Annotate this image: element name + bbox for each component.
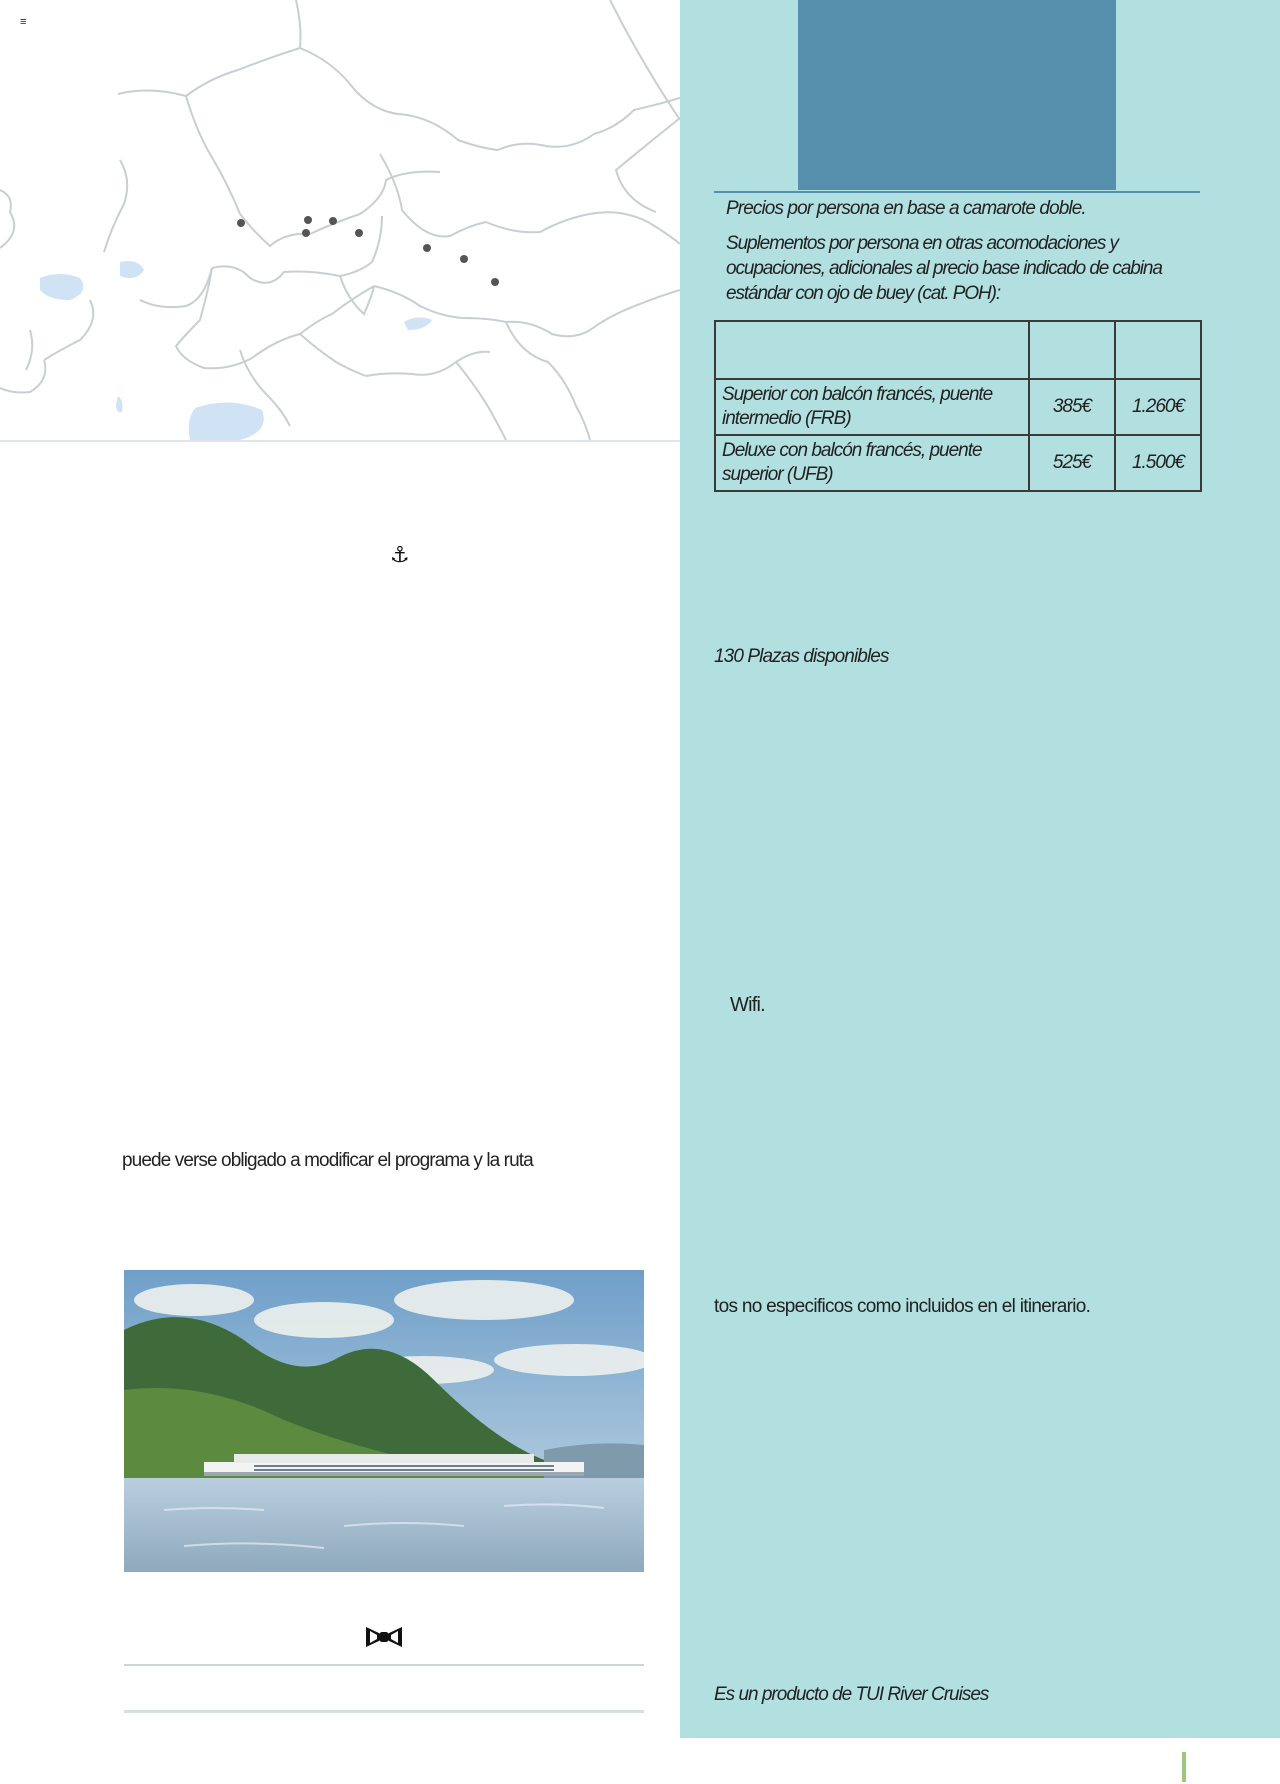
price-basis-note: Precios por persona en base a camarote doble. (726, 198, 1086, 219)
table-header-cell (1029, 321, 1115, 379)
cabin-name: Superior con balcón francés, puente intermedio (FRB) (715, 379, 1029, 435)
table-row (715, 435, 1201, 491)
table-header-cell (715, 321, 1029, 379)
header-rule (714, 191, 1200, 193)
port-dot (423, 244, 431, 252)
port-dot (237, 219, 245, 227)
port-dot (355, 229, 363, 237)
country-borders (0, 0, 680, 440)
port-dot (460, 255, 468, 263)
map-svg (0, 0, 680, 440)
table-row (715, 379, 1201, 435)
divider (124, 1664, 644, 1666)
table-header-cell (1115, 321, 1201, 379)
price-cell: 385€ (1029, 379, 1115, 435)
cabin-name: Deluxe con balcón francés, puente superior (UFB) (715, 435, 1029, 491)
port-dot (302, 229, 310, 237)
price-cell: 1.260€ (1115, 379, 1201, 435)
ship-photo-image (124, 1270, 644, 1572)
supplement-note: Suplementos por persona en otras acomodaciones y ocupaciones, adicionales al precio base indicado de cabina estándar con ojo de buey (cat. POH): (726, 233, 1162, 304)
available-places: 130 Plazas disponibles (714, 646, 889, 667)
ship-photo (124, 1270, 644, 1572)
supplement-table (714, 320, 1202, 492)
header-block (798, 0, 1116, 190)
anchor-icon: ⚓ (390, 542, 410, 567)
bowtie-icon (364, 1624, 404, 1650)
table-header-row (715, 321, 1201, 379)
port-dot (491, 278, 499, 286)
included-note: tos no especificos como incluidos en el itinerario. (714, 1296, 1091, 1317)
info-panel (680, 0, 1280, 1738)
product-credit: Es un producto de TUI River Cruises (714, 1684, 989, 1705)
wifi-feature: Wifi. (730, 994, 765, 1016)
port-dot (304, 216, 312, 224)
route-map (0, 0, 680, 442)
page-marker (1182, 1752, 1186, 1782)
divider (124, 1710, 644, 1713)
price-cell: 525€ (1029, 435, 1115, 491)
menu-icon[interactable]: ≡ (20, 16, 27, 28)
port-dot (329, 217, 337, 225)
port-markers (237, 216, 499, 286)
route-change-note: puede verse obligado a modificar el programa y la ruta (122, 1150, 533, 1171)
price-cell: 1.500€ (1115, 435, 1201, 491)
